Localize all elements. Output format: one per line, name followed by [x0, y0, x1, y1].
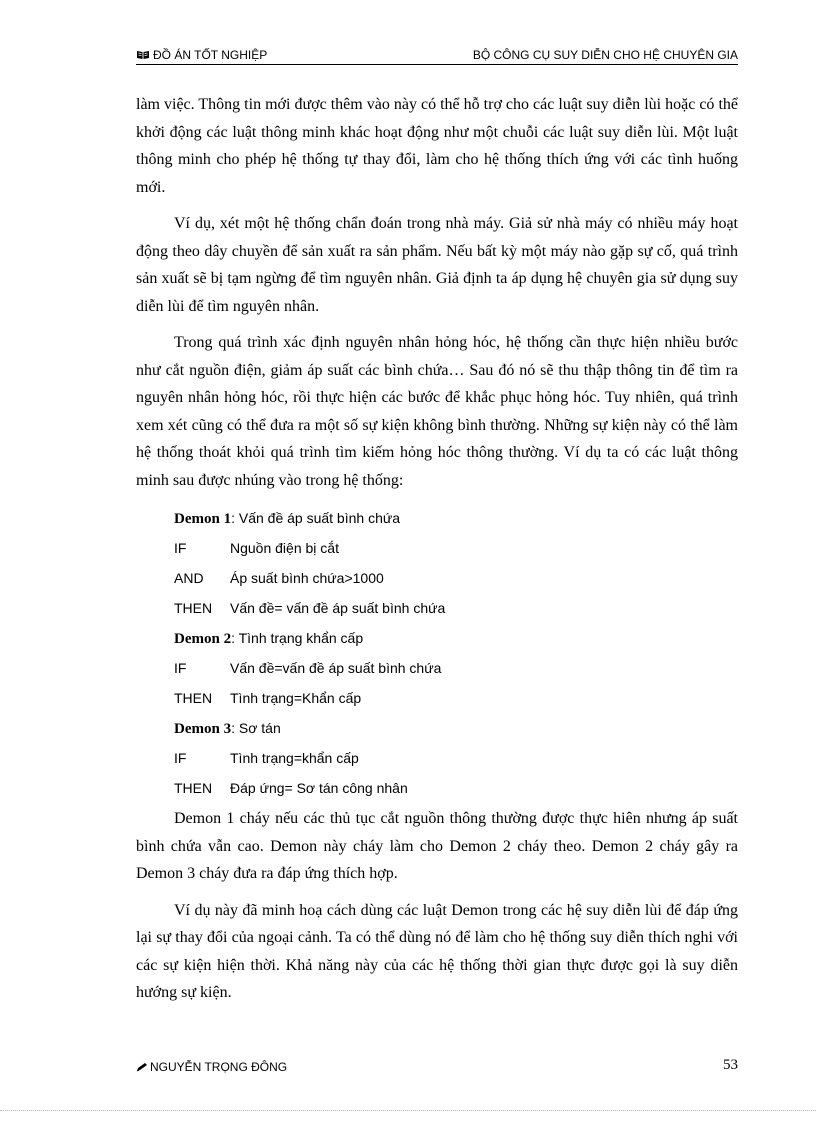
- book-icon: [136, 50, 150, 60]
- demon-rules: [174, 503, 738, 803]
- rule-keyword: IF: [174, 660, 187, 676]
- rule-keyword: IF: [174, 750, 187, 766]
- rule-name: Demon 3: [174, 721, 232, 737]
- rule-line: [174, 773, 738, 803]
- rule-line: [174, 563, 738, 593]
- paragraph-5: Ví dụ này đã minh hoạ cách dùng các luật Demon trong các hệ suy diễn lùi để đáp ứng lại sự thay đổi của ngoại cảnh. Ta có thể dùng nó để làm cho hệ thống suy diễn thích nghi với các sự kiện hiện thời. Khả năng này của các hệ thống thời gian thực được gọi là suy diễn hướng sự kiện.: [136, 901, 738, 1001]
- header-title-left: ĐỒ ÁN TỐT NGHIỆP: [153, 48, 268, 62]
- rule-title: [174, 503, 738, 533]
- rule-condition: Đáp ứng= Sơ tán công nhân: [230, 780, 408, 796]
- paragraph-3: Trong quá trình xác định nguyên nhân hỏng hóc, hệ thống cần thực hiện nhiều bước như cắt nguồn điện, giảm áp suất các bình chứa… Sau đó nó sẽ thu thập thông tin để tìm ra nguyên nhân hỏng hóc, rồi thực hiện các bước để khắc phục hỏng hóc. Tuy nhiên, quá trình xem xét cũng có thể đưa ra một số sự kiện không bình thường. Những sự kiện này có thể làm hệ thống thoát khỏi quá trình tìm kiếm hỏng hóc thông thường. Ví dụ ta có các luật thông minh sau được nhúng vào trong hệ thống:: [136, 334, 738, 489]
- page-body: [136, 91, 738, 1016]
- page-footer: [136, 1057, 738, 1077]
- rule-keyword: THEN: [174, 780, 213, 796]
- rule-title: [174, 713, 738, 743]
- rule-line: [174, 533, 738, 563]
- rule-condition: Nguồn điện bị cắt: [230, 540, 339, 556]
- header-left: [136, 48, 267, 62]
- rule-keyword: AND: [174, 570, 204, 586]
- rule-keyword: THEN: [174, 600, 213, 616]
- author-name: NGUYỄN TRỌNG ĐÔNG: [150, 1060, 288, 1074]
- rule-keyword: IF: [174, 540, 187, 556]
- rule-condition: Vấn đề= vấn đề áp suất bình chứa: [230, 600, 446, 616]
- rule-condition: Tình trạng=Khẩn cấp: [230, 690, 362, 706]
- footer-author: [136, 1060, 287, 1074]
- page-header: [136, 46, 738, 65]
- page-edge-divider: [0, 1110, 816, 1111]
- rule-name: Demon 1: [174, 511, 232, 527]
- rule-desc: : Sơ tán: [231, 720, 281, 736]
- page-number: 53: [723, 1057, 738, 1073]
- paragraph-4: Demon 1 cháy nếu các thủ tục cắt nguồn thông thường được thực hiên nhưng áp suất bình chứa vẫn cao. Demon này cháy làm cho Demon 2 cháy theo. Demon 2 cháy gây ra Demon 3 cháy đưa ra đáp ứng thích hợp.: [136, 810, 738, 882]
- paragraph-2: Ví dụ, xét một hệ thống chẩn đoán trong nhà máy. Giả sử nhà máy có nhiều máy hoạt động theo dây chuyền để sản xuất ra sản phẩm. Nếu bất kỳ một máy nào gặp sự cố, quá trình sản xuất sẽ bị tạm ngừng để tìm nguyên nhân. Giả định ta áp dụng hệ chuyên gia sử dụng suy diễn lùi để tìm nguyên nhân.: [136, 215, 738, 315]
- rule-desc: : Vấn đề áp suất bình chứa: [231, 510, 401, 526]
- rule-line: [174, 683, 738, 713]
- rule-name: Demon 2: [174, 631, 232, 647]
- rule-condition: Vấn đề=vấn đề áp suất bình chứa: [230, 660, 442, 676]
- rule-condition: Áp suất bình chứa>1000: [230, 570, 384, 586]
- rule-line: [174, 593, 738, 623]
- rule-condition: Tình trạng=khẩn cấp: [230, 750, 359, 766]
- rule-line: [174, 743, 738, 773]
- header-title-right: BỘ CÔNG CỤ SUY DIỄN CHO HỆ CHUYÊN GIA: [472, 48, 738, 62]
- rule-keyword: THEN: [174, 690, 213, 706]
- rule-desc: : Tình trạng khẩn cấp: [231, 630, 364, 646]
- rule-line: [174, 653, 738, 683]
- pen-icon: [136, 1062, 148, 1072]
- paragraph-1: làm việc. Thông tin mới được thêm vào này có thể hỗ trợ cho các luật suy diễn lùi hoặc có thể khởi động các luật thông minh khác hoạt động như một chuỗi các luật suy diễn lùi. Một luật thông minh cho phép hệ thống tự thay đổi, làm cho hệ thống thích ứng với các tình huống mới.: [136, 96, 738, 196]
- rule-title: [174, 623, 738, 653]
